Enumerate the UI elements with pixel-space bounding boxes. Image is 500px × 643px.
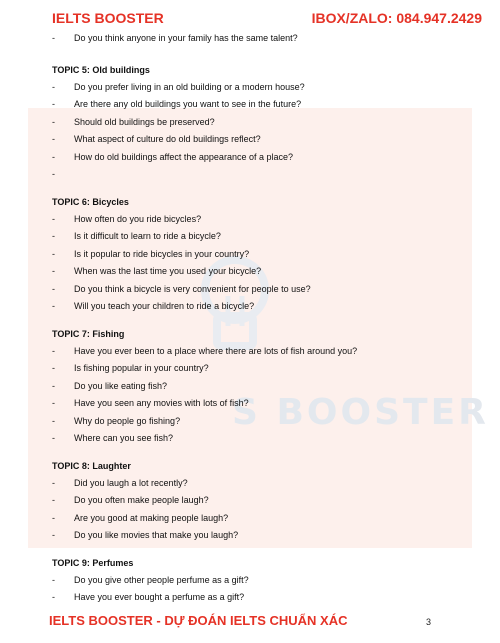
question-text: How often do you ride bicycles?: [74, 213, 202, 224]
question-text: Do you give other people perfume as a gift?: [74, 574, 249, 585]
bullet-dash: -: [52, 433, 55, 443]
question-text: Have you ever been to a place where there are lots of fish around you?: [74, 345, 358, 356]
brand-title: IELTS BOOSTER: [52, 10, 164, 26]
bullet-dash: -: [52, 283, 55, 294]
watermark-text: S BOOSTER: [232, 392, 489, 433]
bullet-dash: -: [52, 415, 55, 426]
question-text: Are you good at making people laugh?: [74, 512, 229, 523]
bullet-dash: -: [52, 213, 55, 224]
bullet-dash: -: [52, 495, 55, 505]
question-text: Do you like eating fish?: [74, 380, 168, 391]
question-text: Do you think anyone in your family has the same talent?: [74, 33, 298, 43]
question-text: How do old buildings affect the appearance of a place?: [74, 151, 293, 162]
bullet-dash: -: [52, 134, 55, 144]
question-text: Are there any old buildings you want to see in the future?: [74, 99, 302, 109]
question-text: Will you teach your children to ride a bicycle?: [74, 301, 255, 311]
bullet-dash: -: [52, 231, 55, 241]
question-text: Is it popular to ride bicycles in your country?: [74, 248, 250, 259]
bullet-dash: -: [52, 301, 55, 311]
page-number: 3: [426, 617, 432, 627]
bullet-dash: -: [52, 477, 55, 488]
topic-heading: TOPIC 6: Bicycles: [52, 196, 129, 207]
question-text: Should old buildings be preserved?: [74, 116, 215, 127]
bullet-dash: -: [52, 592, 55, 602]
bullet-dash: -: [52, 81, 55, 92]
question-text: Is it difficult to learn to ride a bicycle?: [74, 231, 221, 241]
bullet-dash: -: [52, 266, 55, 276]
bullet-dash: -: [52, 380, 55, 391]
bullet-dash: -: [52, 345, 55, 356]
question-text: Have you ever bought a perfume as a gift?: [74, 592, 245, 602]
bullet-dash: -: [52, 512, 55, 523]
topic-heading: TOPIC 9: Perfumes: [52, 557, 134, 568]
question-text: Did you laugh a lot recently?: [74, 477, 188, 488]
question-text: Do you think a bicycle is very convenient for people to use?: [74, 283, 311, 294]
bullet-dash: -: [52, 398, 55, 408]
bullet-dash: -: [52, 151, 55, 162]
contact-info: IBOX/ZALO: 084.947.2429: [311, 10, 482, 26]
question-text: Do you often make people laugh?: [74, 495, 209, 505]
question-text: When was the last time you used your bicycle?: [74, 266, 262, 276]
question-text: Do you like movies that make you laugh?: [74, 530, 239, 540]
question-text: Why do people go fishing?: [74, 415, 181, 426]
bullet-dash: -: [52, 116, 55, 127]
question-text: Is fishing popular in your country?: [74, 363, 209, 373]
bullet-dash: -: [52, 169, 55, 179]
question-text: What aspect of culture do old buildings reflect?: [74, 134, 261, 144]
topic-heading: TOPIC 8: Laughter: [52, 460, 131, 471]
bullet-dash: -: [52, 33, 55, 43]
bullet-dash: -: [52, 99, 55, 109]
topic-heading: TOPIC 7: Fishing: [52, 328, 125, 339]
bullet-dash: -: [52, 248, 55, 259]
topic-heading: TOPIC 5: Old buildings: [52, 64, 150, 75]
page-footer: IELTS BOOSTER - DỰ ĐOÁN IELTS CHUẨN XÁC: [49, 613, 348, 628]
page-header: [0, 10, 500, 30]
bullet-dash: -: [52, 363, 55, 373]
question-text: Where can you see fish?: [74, 433, 174, 443]
bullet-dash: -: [52, 574, 55, 585]
bullet-dash: -: [52, 530, 55, 540]
question-text: Have you seen any movies with lots of fish?: [74, 398, 249, 408]
question-text: Do you prefer living in an old building or a modern house?: [74, 81, 305, 92]
